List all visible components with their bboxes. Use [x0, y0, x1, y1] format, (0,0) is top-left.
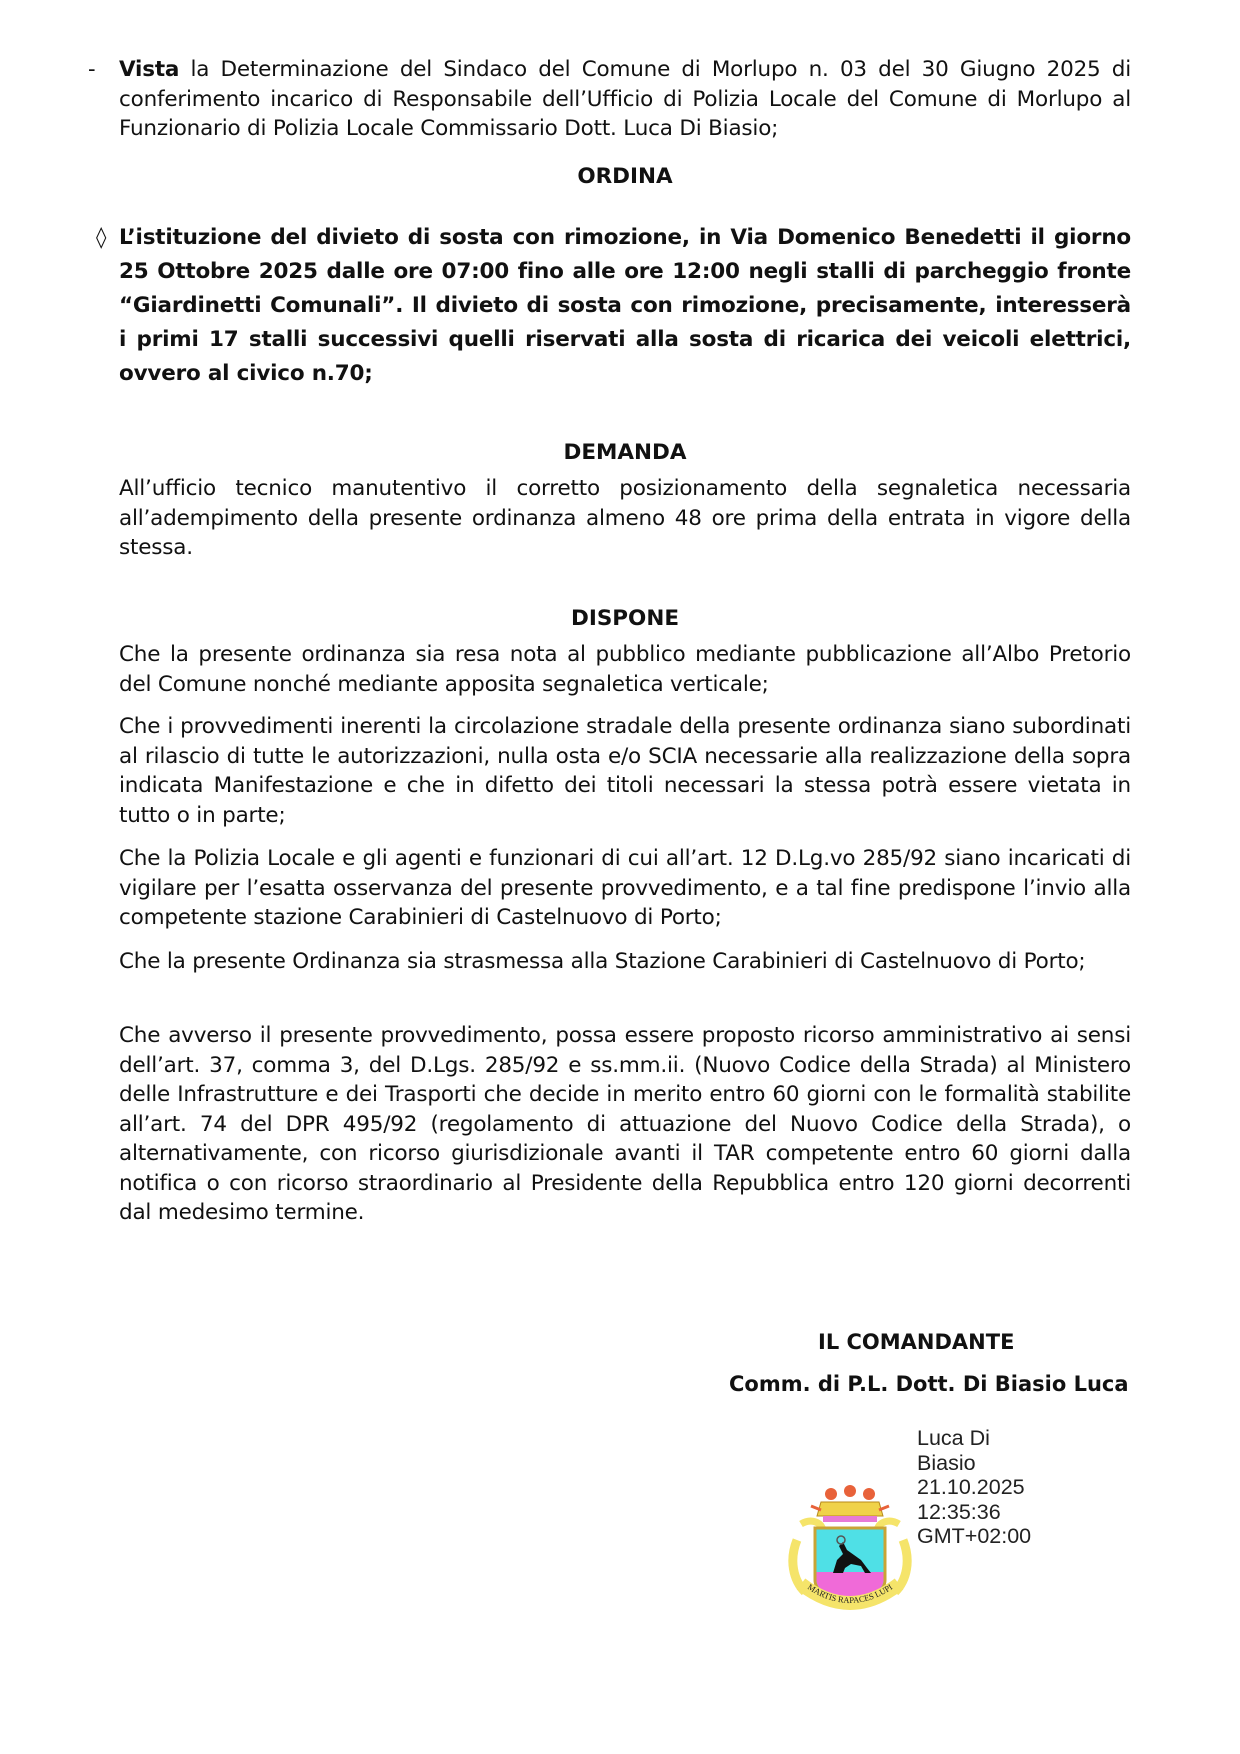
ordina-paragraph: L’istituzione del divieto di sosta con rimozione, in Via Domenico Benedetti il giorno 25 Ottobre 2025 dalle ore 07:00 fino alle ore 12:00 negli stalli di parcheggio fronte “Giardinetti Comunali”. Il divieto di sosta con rimozione, precisamente, interesserà i primi 17 stalli successivi quelli riservati alla sosta di ricarica dei veicoli elettrici, ovvero al civico n.70; [119, 225, 1131, 386]
signature-name: Comm. di P.L. Dott. Di Biasio Luca [729, 1372, 1129, 1396]
vista-paragraph [119, 55, 1131, 144]
seal-motto-text: MARTIS RAPACES LUPI [805, 1581, 895, 1606]
stamp-signer-line2: Biasio [917, 1450, 976, 1475]
vista-lead: Vista [119, 57, 180, 82]
stamp-date: 21.10.2025 [917, 1475, 1025, 1499]
dispone-paragraph: Che la Polizia Locale e gli agenti e funzionari di cui all’art. 12 D.Lg.vo 285/92 siano incaricati di vigilare per l’esatta osservanza del presente provvedimento, e a tal fine predispone l’invio alla competente stazione Carabinieri di Castelnuovo di Porto; [119, 846, 1131, 930]
stamp-timezone: GMT+02:00 [917, 1524, 1032, 1548]
signature-title: IL COMANDANTE [818, 1330, 1015, 1354]
seal-crown [817, 1502, 883, 1516]
dispone-paragraph: Che avverso il presente provvedimento, possa essere proposto ricorso amministrativo ai sensi dell’art. 37, comma 3, del D.Lgs. 285/92 e ss.mm.ii. (Nuovo Codice della Strada) al Ministero delle Infrastrutture e dei Trasporti che decide in merito entro 60 giorni con le formalità stabilite all’art. 74 del DPR 495/92 (regolamento di attuazione del Nuovo Codice della Strada), o alternativamente, con ricorso giurisdizionale avanti il TAR competente entro 60 giorni dalla notifica o con ricorso straordinario al Presidente della Repubblica entro 120 giorni decorrenti dal medesimo termine. [119, 1023, 1131, 1225]
dash-bullet-icon: - [88, 57, 96, 81]
seal-crown-band [823, 1516, 877, 1522]
digital-signature-stamp [917, 1426, 1031, 1549]
dispone-heading: DISPONE [570, 606, 680, 631]
dispone-paragraph: Che la presente Ordinanza sia strasmessa alla Stazione Carabinieri di Castelnuovo di Porto; [119, 949, 1086, 974]
ordina-heading: ORDINA [577, 164, 673, 189]
stamp-signer-line1: Luca Di [917, 1426, 990, 1450]
stamp-time: 12:35:36 [917, 1499, 1001, 1524]
seal-crown-flower [825, 1488, 837, 1500]
demanda-paragraph: All’ufficio tecnico manutentivo il corretto posizionamento della segnaletica necessaria all’adempimento della presente ordinanza almeno 48 ore prima della entrata in vigore della stessa. [119, 476, 1131, 560]
seal-crown-flower [844, 1485, 856, 1497]
dispone-paragraph: Che i provvedimenti inerenti la circolazione stradale della presente ordinanza siano subordinati al rilascio di tutte le autorizzazioni, nulla osta e/o SCIA necessarie alla realizzazione della sopra indicata Manifestazione e che in difetto dei titoli necessari la stessa potrà essere vietata in tutto o in parte; [119, 714, 1131, 828]
dispone-paragraph: Che la presente ordinanza sia resa nota al pubblico mediante pubblicazione all’Albo Pretorio del Comune nonché mediante apposita segnaletica verticale; [119, 642, 1131, 697]
demanda-heading: DEMANDA [563, 440, 687, 465]
vista-text: la Determinazione del Sindaco del Comune di Morlupo n. 03 del 30 Giugno 2025 di conferimento incarico di Responsabile dell’Ufficio di Polizia Locale del Comune di Morlupo al Funzionario di Polizia Locale Commissario Dott. Luca Di Biasio; [119, 57, 1131, 141]
seal-crown-flower [863, 1488, 875, 1500]
municipal-seal-icon [787, 1480, 913, 1612]
diamond-bullet-icon: ◊ [96, 225, 107, 249]
